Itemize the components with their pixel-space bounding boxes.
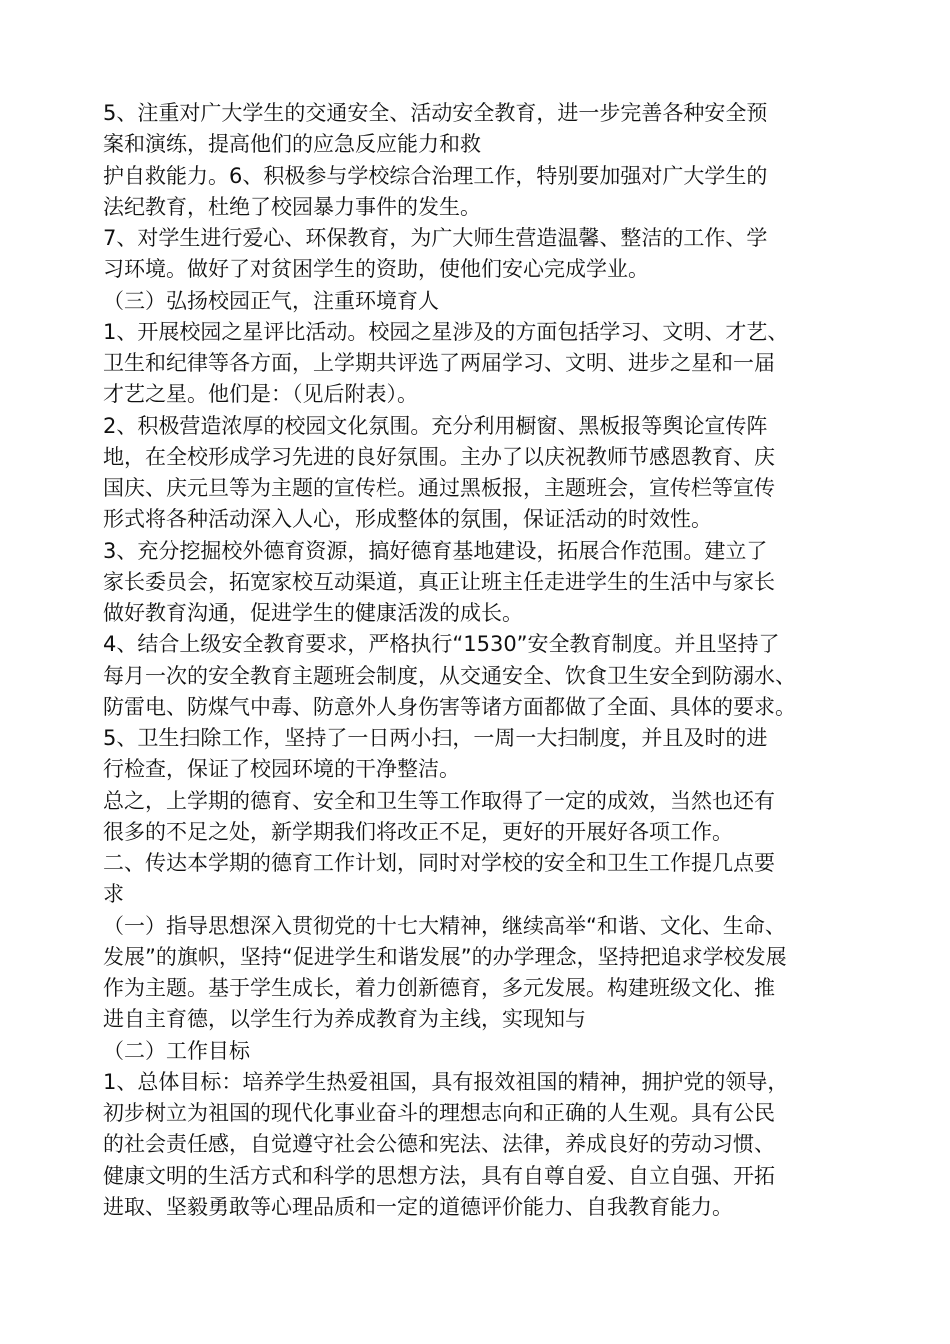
text-line: 行检查，保证了校园环境的干净整洁。	[103, 757, 460, 782]
text-line: 家长委员会，拓宽家校互动渠道，真正让班主任走进学生的生活中与家长	[103, 569, 775, 594]
text-line: 国庆、庆元旦等为主题的宣传栏。通过黑板报，主题班会，宣传栏等宣传	[103, 476, 775, 500]
text-line: 1、开展校园之星评比活动。校园之星涉及的方面包括学习、文明、才艺、	[103, 319, 789, 344]
text-line: 卫生和纪律等各方面，上学期共评选了两届学习、文明、进步之星和一届	[103, 351, 775, 375]
section-heading: （二）工作目标	[103, 1038, 250, 1063]
text-line: 做好教育沟通，促进学生的健康活泼的成长。	[103, 601, 523, 625]
text-line: 每月一次的安全教育主题班会制度，从交通安全、饮食卫生安全到防溺水、	[103, 663, 796, 688]
document-body	[103, 98, 883, 1223]
text-line: 防雷电、防煤气中毒、防意外人身伤害等诸方面都做了全面、具体的要求。	[103, 694, 796, 719]
text-line: 作为主题。基于学生成长，着力创新德育，多元发展。构建班级文化、推	[103, 976, 775, 1000]
text-line: 很多的不足之处，新学期我们将改正不足，更好的开展好各项工作。	[103, 819, 733, 844]
text-line: 才艺之星。他们是：（见后附表）。	[103, 382, 418, 407]
text-line: 1、总体目标：培养学生热爱祖国，具有报效祖国的精神，拥护党的领导，	[103, 1069, 789, 1094]
text-line: 7、对学生进行爱心、环保教育，为广大师生营造温馨、整洁的工作、学	[103, 226, 768, 250]
text-line: 形式将各种活动深入人心，形成整体的氛围，保证活动的时效性。	[103, 507, 712, 532]
section-heading: 二、传达本学期的德育工作计划，同时对学校的安全和卫生工作提几点要	[103, 851, 775, 875]
text-line: 5、卫生扫除工作，坚持了一日两小扫，一周一大扫制度，并且及时的进	[103, 726, 768, 750]
text-line: 进取、坚毅勇敢等心理品质和一定的道德评价能力、自我教育能力。	[103, 1194, 733, 1219]
text-line: 4、结合上级安全教育要求，严格执行“1530”安全教育制度。并且坚持了	[103, 632, 780, 657]
text-line: 地，在全校形成学习先进的良好氛围。主办了以庆祝教师节感恩教育、庆	[103, 444, 775, 469]
text-line: 3、充分挖掘校外德育资源，搞好德育基地建设，拓展合作范围。建立了	[103, 538, 768, 563]
text-line: 习环境。做好了对贫困学生的资助，使他们安心完成学业。	[103, 257, 649, 282]
text-line: 总之，上学期的德育、安全和卫生等工作取得了一定的成效，当然也还有	[103, 788, 775, 813]
section-heading: （一）指导思想深入贯彻党的十七大精神，继续高举“和谐、文化、生命、	[103, 913, 786, 938]
section-heading: 求	[103, 882, 124, 907]
text-line: 初步树立为祖国的现代化事业奋斗的理想志向和正确的人生观。具有公民	[103, 1101, 775, 1125]
text-line: 案和演练，提高他们的应急反应能力和救	[103, 132, 481, 157]
text-line: 5、注重对广大学生的交通安全、活动安全教育，进一步完善各种安全预	[103, 101, 768, 125]
text-line: 2、积极营造浓厚的校园文化氛围。充分利用橱窗、黑板报等舆论宣传阵	[103, 413, 768, 438]
text-line: 健康文明的生活方式和科学的思想方法，具有自尊自爱、自立自强、开拓	[103, 1163, 775, 1188]
text-line: 法纪教育，杜绝了校园暴力事件的发生。	[103, 194, 481, 219]
text-line: 进自主育德，以学生行为养成教育为主线，实现知与	[103, 1007, 586, 1032]
section-heading: （三）弘扬校园正气，注重环境育人	[103, 288, 439, 313]
text-line: 的社会责任感，自觉遵守社会公德和宪法、法律，养成良好的劳动习惯、	[103, 1132, 775, 1157]
text-line: 发展”的旗帜，坚持“促进学生和谐发展”的办学理念，坚持把追求学校发展	[103, 944, 787, 969]
text-line: 护自救能力。6、积极参与学校综合治理工作，特别要加强对广大学生的	[103, 163, 768, 188]
